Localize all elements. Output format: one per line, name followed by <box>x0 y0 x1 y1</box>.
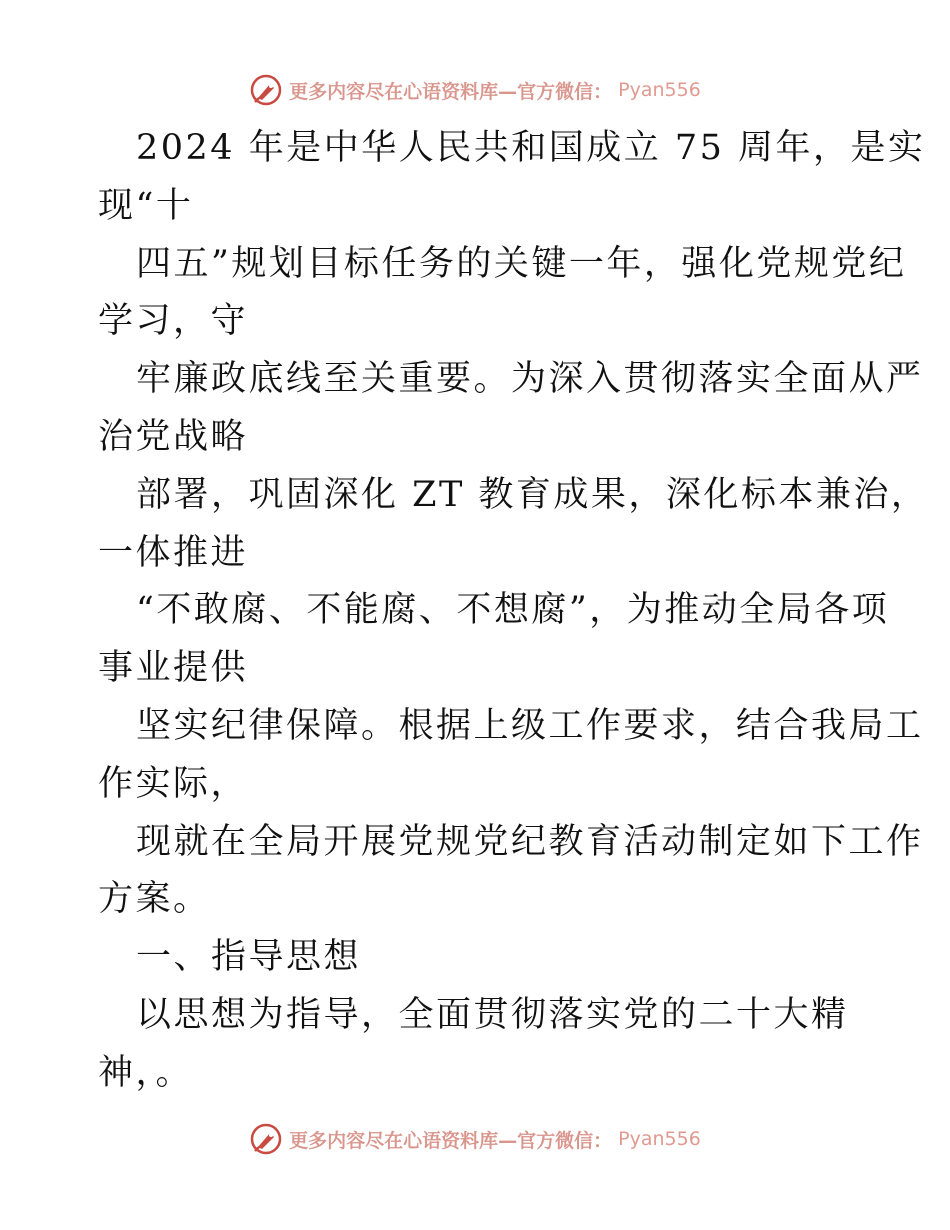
watermark-label: 更多内容尽在心语资料库—官方微信： <box>289 1129 613 1152</box>
text-line: 2024 年是中华人民共和国成立 75 周年，是实 <box>136 128 926 168</box>
header-watermark <box>0 73 950 107</box>
watermark-label: 更多内容尽在心语资料库—官方微信： <box>289 80 613 103</box>
watermark-account: Pyan556 <box>618 79 701 101</box>
text-line: 现就在全局开展党规党纪教育活动制定如下工作 <box>136 821 924 862</box>
document-body <box>98 120 929 1103</box>
text-line: 学习，守 <box>98 301 249 342</box>
pen-nib-circle-icon <box>249 1122 283 1156</box>
text-line: 部署，巩固深化 ZT 教育成果，深化标本兼治， <box>136 474 929 515</box>
text-line: 四五”规划目标任务的关键一年，强化党规党纪 <box>136 243 907 284</box>
text-line: 一、指导思想 <box>136 937 362 978</box>
text-line: 现“十 <box>98 185 194 226</box>
footer-watermark <box>0 1122 950 1156</box>
text-line: 一体推进 <box>98 532 249 573</box>
text-line: 作实际， <box>98 763 249 804</box>
pen-nib-circle-icon <box>249 73 283 107</box>
text-line: 事业提供 <box>98 648 249 689</box>
text-line: 坚实纪律保障。根据上级工作要求，结合我局工 <box>136 705 924 746</box>
text-line: 方案。 <box>98 879 211 920</box>
watermark-account: Pyan556 <box>618 1128 701 1150</box>
text-line: “不敢腐、不能腐、不想腐”，为推动全局各项 <box>136 590 890 631</box>
text-line: 牢廉政底线至关重要。为深入贯彻落实全面从严 <box>136 359 924 400</box>
text-line: 神，。 <box>98 1052 194 1093</box>
text-line: 以思想为指导，全面贯彻落实党的二十大精 <box>136 994 849 1035</box>
text-line: 治党战略 <box>98 416 249 457</box>
